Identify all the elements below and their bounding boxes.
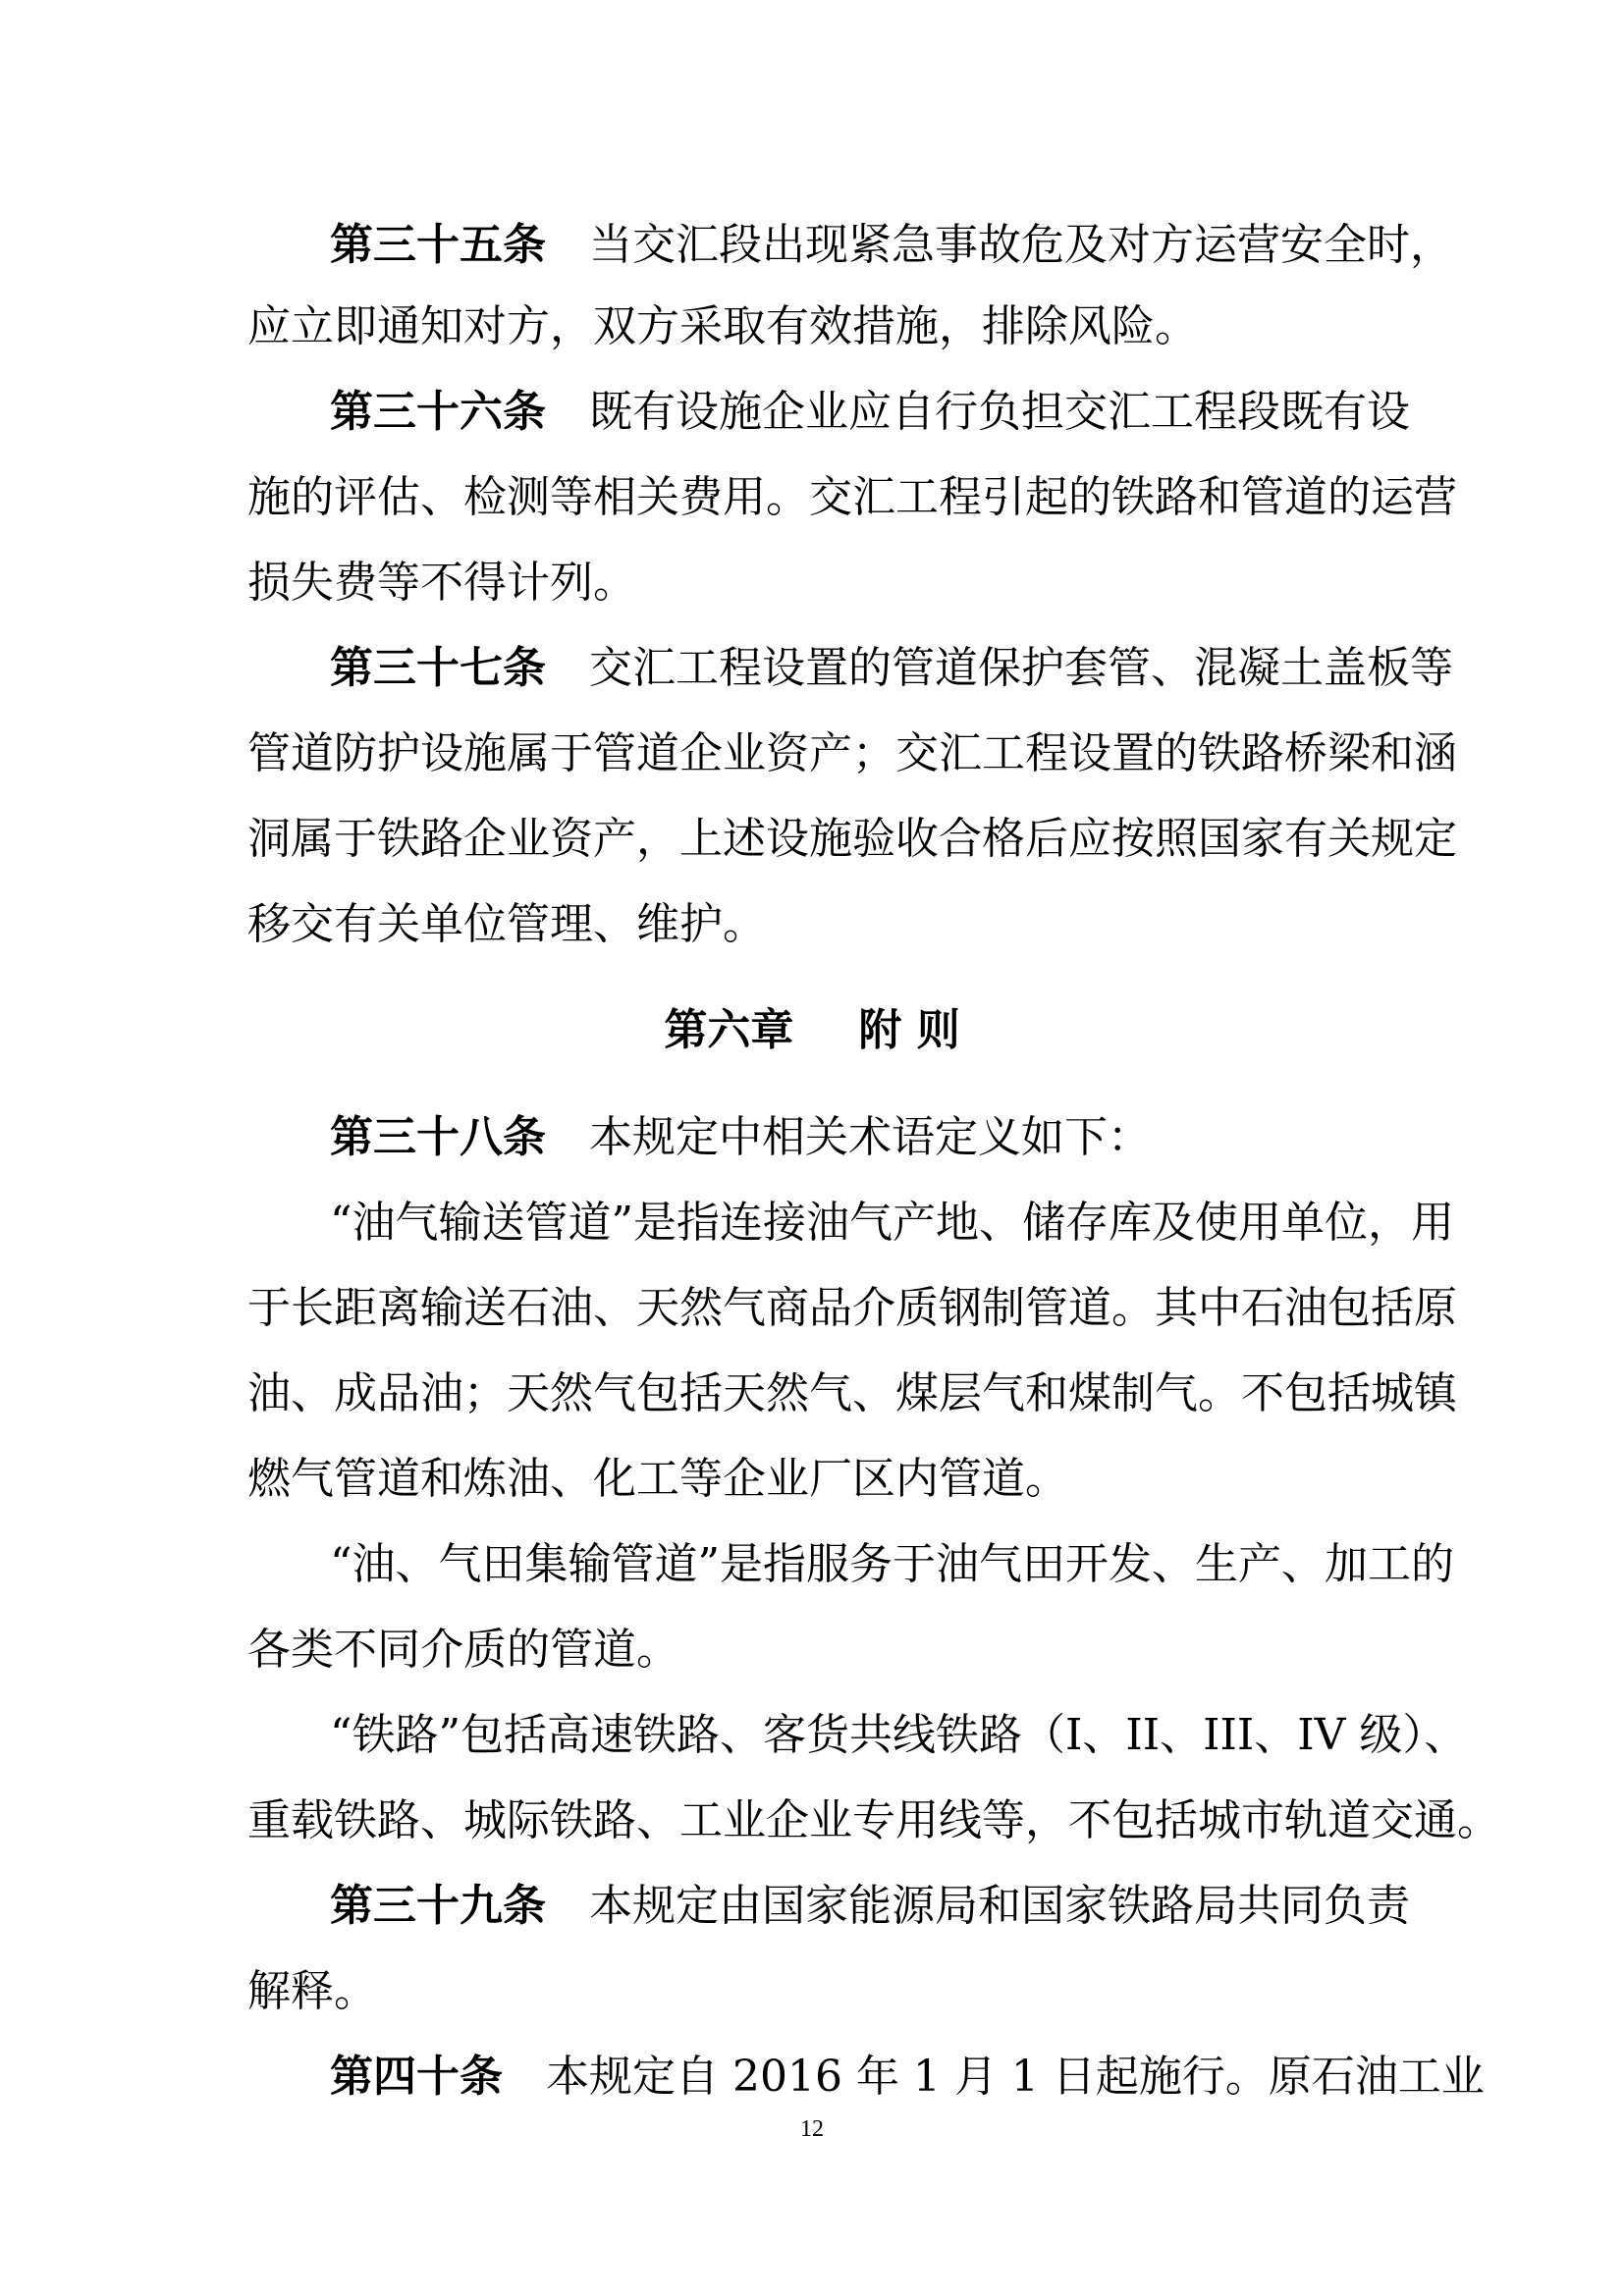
- chapter-number: 第六章: [664, 1005, 794, 1055]
- definition-1-line-4: 燃气管道和炼油、化工等企业厂区内管道。: [247, 1454, 1068, 1504]
- chapter-heading: [0, 1001, 1624, 1060]
- definition-1-line-1: “油气输送管道”是指连接油气产地、储存库及使用单位，用: [330, 1198, 1454, 1248]
- article-35-line-1: [330, 216, 1453, 275]
- article-37-line-4: 移交有关单位管理、维护。: [247, 899, 766, 949]
- article-37-line-2: 管道防护设施属于管道企业资产；交汇工程设置的铁路桥梁和涵: [247, 728, 1457, 778]
- article-39-text: 本规定由国家能源局和国家铁路局共同负责: [589, 1881, 1410, 1931]
- definition-3-line-1: “铁路”包括高速铁路、客货共线铁路（I、II、III、IV 级）、: [330, 1710, 1468, 1760]
- article-39-line-1: [330, 1877, 1410, 1936]
- article-35-text: 当交汇段出现紧急事故危及对方运营安全时，: [589, 220, 1453, 270]
- article-36-label: 第三十六条: [330, 387, 546, 437]
- definition-2-line-2: 各类不同介质的管道。: [247, 1625, 679, 1675]
- article-35-label: 第三十五条: [330, 220, 546, 270]
- definition-3-line-2: 重载铁路、城际铁路、工业企业专用线等，不包括城市轨道交通。: [247, 1795, 1500, 1845]
- definition-1-line-3: 油、成品油；天然气包括天然气、煤层气和煤制气。不包括城镇: [247, 1368, 1457, 1418]
- article-38-line-1: [330, 1108, 1386, 1167]
- article-40-label: 第四十条: [330, 2052, 503, 2102]
- article-36-line-3: 损失费等不得计列。: [247, 558, 636, 608]
- article-37-label: 第三十七条: [330, 643, 546, 693]
- article-40-text: 本规定自 2016 年 1 月 1 日起施行。原石油工业: [546, 2052, 1485, 2102]
- article-36-line-1: [330, 383, 1410, 442]
- article-37-text: 交汇工程设置的管道保护套管、混凝土盖板等: [589, 643, 1453, 693]
- definition-1-line-2: 于长距离输送石油、天然气商品介质钢制管道。其中石油包括原: [247, 1283, 1457, 1333]
- article-38-label: 第三十八条: [330, 1112, 546, 1162]
- article-39-line-2: 解释。: [247, 1966, 377, 2016]
- article-37-line-3: 洞属于铁路企业资产，上述设施验收合格后应按照国家有关规定: [247, 814, 1457, 864]
- article-37-line-1: [330, 639, 1453, 698]
- chapter-title: 附 则: [858, 1005, 960, 1055]
- definition-2-line-1: “油、气田集输管道”是指服务于油气田开发、生产、加工的: [330, 1539, 1454, 1589]
- article-39-label: 第三十九条: [330, 1881, 546, 1931]
- article-38-text: 本规定中相关术语定义如下：: [589, 1112, 1151, 1162]
- page-number: 12: [800, 2116, 824, 2142]
- article-36-line-2: 施的评估、检测等相关费用。交汇工程引起的铁路和管道的运营: [247, 472, 1457, 522]
- article-36-text: 既有设施企业应自行负担交汇工程段既有设: [589, 387, 1410, 437]
- article-40-line-1: [330, 2048, 1485, 2107]
- article-35-line-2: 应立即通知对方，双方采取有效措施，排除风险。: [247, 301, 1198, 351]
